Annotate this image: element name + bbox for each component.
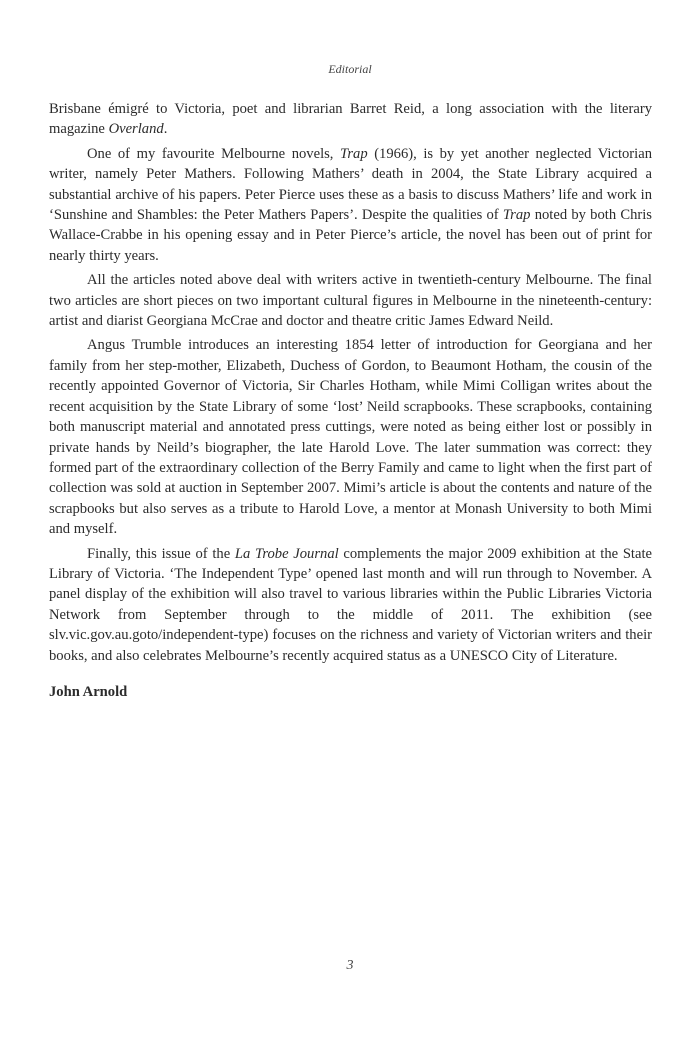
running-head: Editorial <box>328 62 372 76</box>
paragraph-container <box>49 99 652 666</box>
italic-title: Overland <box>108 121 164 138</box>
italic-title: Trap <box>340 145 368 162</box>
italic-title: La Trobe Journal <box>234 545 339 562</box>
text-run: Finally, this issue of the <box>87 545 235 562</box>
text-run: All the articles noted above deal with writers active in twentieth-century Melbourne. The final two articles are short pieces on two important cultural figures in Melbourne in the nineteenth-century: artist and diarist Georgiana McCrae and doctor and theatre critic James Edward Neild. <box>49 272 652 330</box>
author-signature: John Arnold <box>49 683 128 700</box>
text-run: Angus Trumble introduces an interesting 1854 letter of introduction for Georgiana and her family from her step-mother, Elizabeth, Duchess of Gordon, to Beaumont Hotham, the cousin of the recently appointed Governor of Victoria, Sir Charles Hotham, while Mimi Colligan writes about the recent acquisition by the State Library of some ‘lost’ Neild scrapbooks. These scrapbooks, containing both manuscript material and annotated press cuttings, were noted as being either lost or possibly in private hands by Neild’s biographer, the late Harold Love. The later summation was correct: they formed part of the extraordinary collection of the Berry Family and came to light when the first part of collection was sold at auction in September 2007. Mimi’s article is about the contents and nature of the scrapbooks but also serves as a tribute to Harold Love, a mentor at Monash University to both Mimi and myself. <box>49 337 652 538</box>
text-run: . <box>163 121 168 138</box>
text-run: One of my favourite Melbourne novels, <box>87 145 341 162</box>
text-run: noted by both Chris Wallace-Crabbe in his opening essay and in Peter Pierce’s article, the novel has been out of print for nearly thirty years. <box>49 207 652 264</box>
paragraph <box>49 144 652 266</box>
page-number: 3 <box>346 958 354 973</box>
text-run: Brisbane émigré to Victoria, poet and librarian Barret Reid, a long association with the literary magazine <box>49 101 652 138</box>
paragraph <box>49 335 652 539</box>
editorial-body <box>49 99 652 702</box>
paragraph <box>49 270 652 331</box>
paragraph <box>49 99 652 140</box>
text-run: complements the major 2009 exhibition at the State Library of Victoria. ‘The Independent Type’ opened last month and will run through to November. A panel display of the exhibition will also travel to various libraries within the Public Libraries Victoria Network from September through to the middle of 2011. The exhibition (see slv.vic.gov.au.goto/independent-type) focuses on the richness and variety of Victorian writers and their books, and also celebrates Melbourne’s recently acquired status as a UNESCO City of Literature. <box>49 545 652 664</box>
text-run: (1966), is by yet another neglected Victorian writer, namely Peter Mathers. Following Mathers’ death in 2004, the State Library acquired a substantial archive of his papers. Peter Pierce uses these as a basis to discuss Mathers’ life and work in ‘Sunshine and Shambles: the Peter Mathers Papers’. Despite the qualities of <box>49 145 652 224</box>
italic-title: Trap <box>502 207 531 224</box>
paragraph <box>49 544 652 666</box>
